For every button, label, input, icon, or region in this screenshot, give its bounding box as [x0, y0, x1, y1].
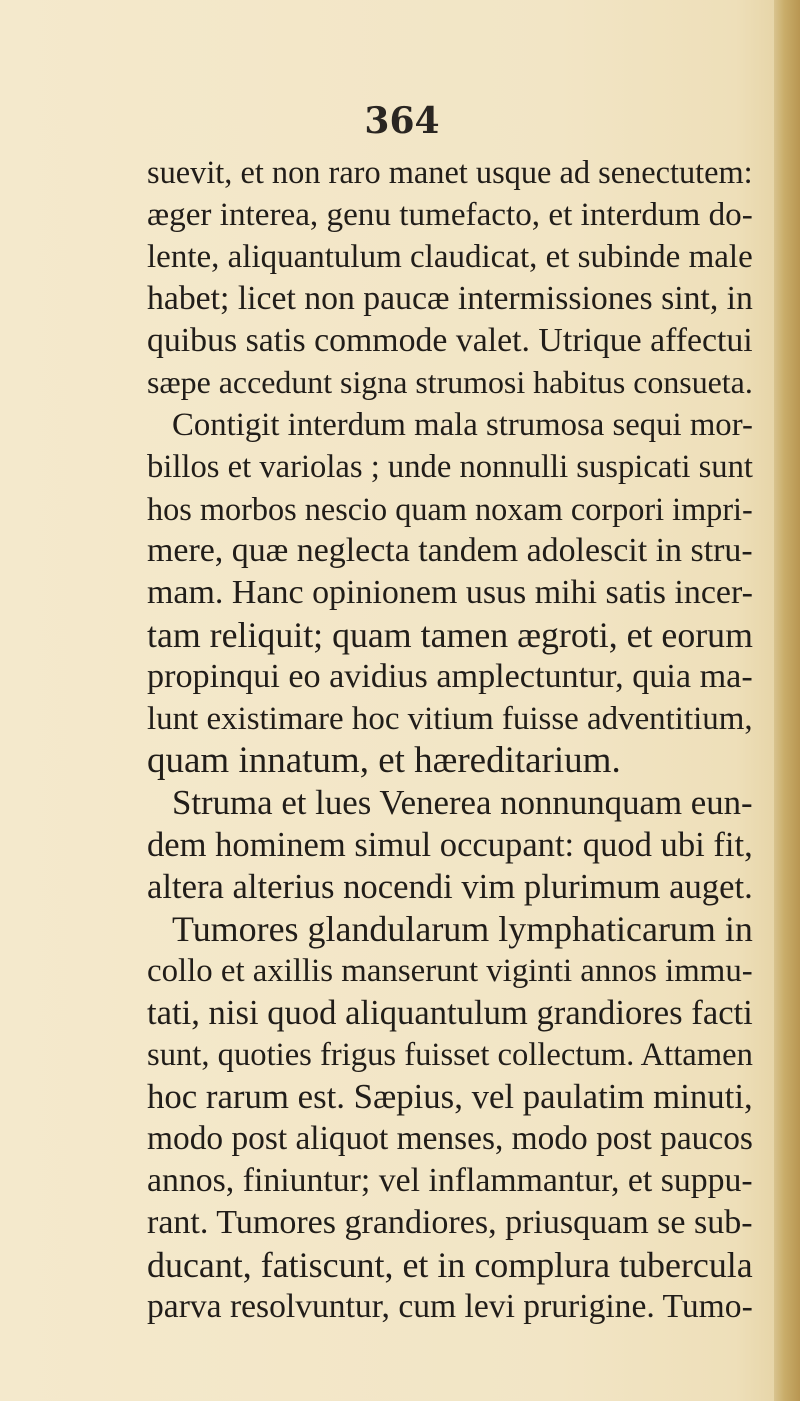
- text-line: Tumores glandularum lymphaticarum in: [172, 909, 753, 949]
- text-line: lente, aliquantulum claudicat, et subinde male: [147, 239, 753, 275]
- page-edge: [774, 0, 800, 1401]
- text-line: parva resolvuntur, cum levi prurigine. Tumo-: [147, 1288, 753, 1325]
- page-number: 364: [364, 100, 440, 142]
- text-line: mere, quæ neglecta tandem adolescit in stru-: [147, 532, 753, 569]
- text-line: habet; licet non paucæ intermissiones sint, in: [147, 280, 753, 317]
- text-line: dem hominem simul occupant: quod ubi fit,: [147, 826, 753, 864]
- text-line: tati, nisi quod aliquantulum grandiores facti: [147, 994, 753, 1032]
- text-line: sæpe accedunt signa strumosi habitus consueta.: [147, 365, 753, 400]
- text-line: hoc rarum est. Sæpius, vel paulatim minuti,: [147, 1077, 753, 1116]
- text-line: modo post aliquot menses, modo post paucos: [147, 1120, 753, 1157]
- text-line: suevit, et non raro manet usque ad senectutem:: [147, 155, 753, 191]
- text-line: ducant, fatiscunt, et in complura tubercula: [147, 1245, 753, 1285]
- text-line: altera alterius nocendi vim plurimum auget.: [147, 868, 753, 906]
- text-line: propinqui eo avidius amplectuntur, quia ma-: [147, 658, 753, 695]
- text-line: Struma et lues Venerea nonnunquam eun-: [172, 783, 753, 822]
- text-line: hos morbos nescio quam noxam corpori impri-: [147, 491, 753, 527]
- text-line: rant. Tumores grandiores, priusquam se sub-: [147, 1204, 753, 1241]
- text-line: Contigit interdum mala strumosa sequi mor-: [172, 407, 753, 443]
- text-line: tam reliquit; quam tamen ægroti, et eorum: [147, 615, 753, 655]
- text-line: sunt, quoties frigus fuisset collectum. Attamen: [147, 1037, 753, 1073]
- text-line: æger interea, genu tumefacto, et interdum do-: [147, 196, 753, 233]
- text-line: quibus satis commode valet. Utrique affectui: [147, 322, 753, 359]
- text-line: collo et axillis manserunt viginti annos immu-: [147, 953, 753, 989]
- text-line: billos et variolas ; unde nonnulli suspicati sunt: [147, 449, 753, 485]
- text-line: quam innatum, et hæreditarium.: [147, 740, 621, 781]
- text-line: annos, finiuntur; vel inflammantur, et suppu-: [147, 1162, 753, 1199]
- text-line: lunt existimare hoc vitium fuisse adventitium,: [147, 701, 753, 737]
- text-line: mam. Hanc opinionem usus mihi satis incer-: [147, 574, 753, 611]
